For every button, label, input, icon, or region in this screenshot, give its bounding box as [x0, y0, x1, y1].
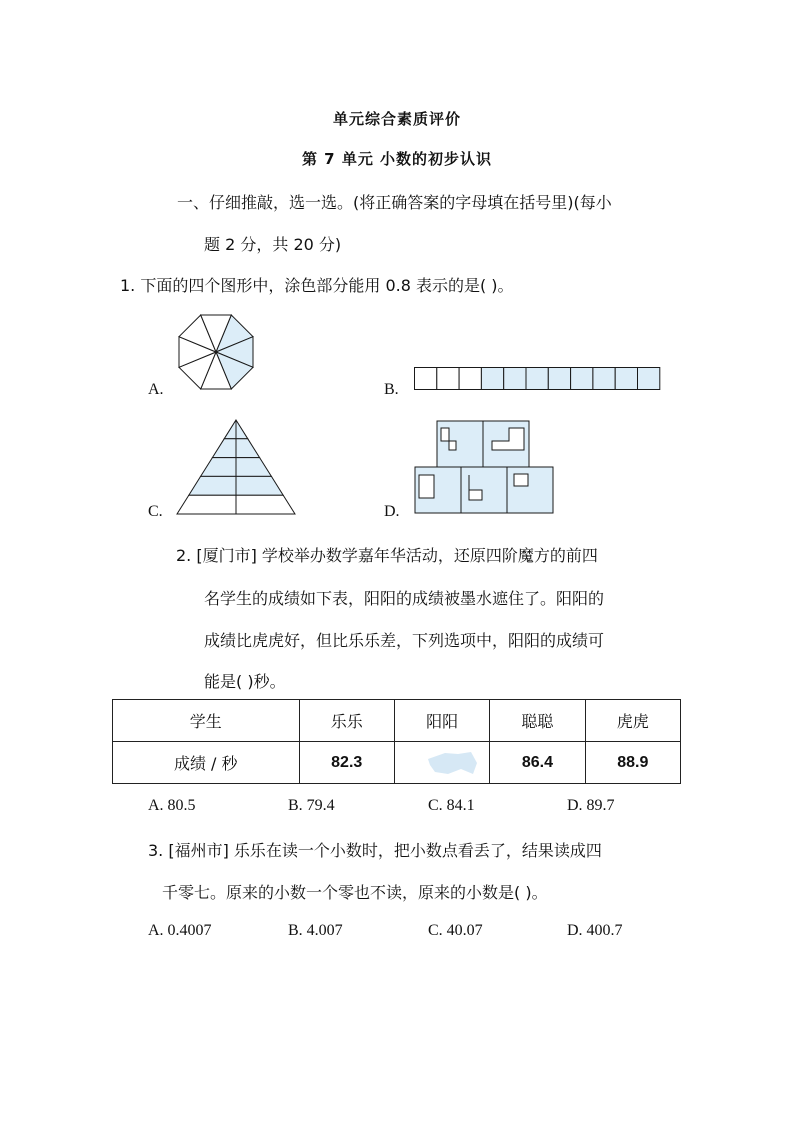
shaded-cell — [593, 368, 615, 390]
blank-notch — [419, 475, 434, 498]
section-heading-line1: 一、仔细推敲，选一选。(将正确答案的字母填在括号里)(每小 — [177, 193, 612, 212]
q2-option-c: C. 84.1 — [428, 797, 475, 814]
table-row — [113, 742, 681, 784]
table-header-cell: 聪聪 — [490, 700, 585, 742]
option-d-label: D. — [384, 503, 400, 520]
shaded-cell — [526, 368, 548, 390]
section-heading-line2: 题 2 分，共 20 分) — [204, 235, 342, 254]
unit-subtitle: 第 7 单元 小数的初步认识 — [301, 150, 493, 168]
question-2-line3: 成绩比虎虎好，但比乐乐差，下列选项中，阳阳的成绩可 — [204, 631, 605, 650]
question-3-line2: 千零七。原来的小数一个零也不读，原来的小数是( )。 — [162, 883, 548, 902]
blank-cell — [437, 368, 459, 390]
option-b-label: B. — [384, 381, 399, 398]
table-header-cell: 阳阳 — [394, 700, 489, 742]
score-congcong: 86.4 — [490, 742, 585, 784]
score-huhu: 88.9 — [585, 742, 680, 784]
blank-cell — [415, 368, 437, 390]
shaded-cell — [504, 368, 526, 390]
blank-notch — [514, 474, 528, 486]
table-header-row — [113, 700, 681, 742]
ink-blot-icon — [425, 750, 481, 776]
page-title: 单元综合素质评价 — [332, 110, 461, 128]
q3-option-d: D. 400.7 — [567, 922, 623, 939]
figure-c-triangle — [176, 419, 296, 515]
table-header-cell: 乐乐 — [299, 700, 394, 742]
shaded-cell — [571, 368, 593, 390]
q2-option-b: B. 79.4 — [288, 797, 335, 814]
shaded-block — [461, 467, 507, 513]
scores-table — [112, 699, 681, 784]
figure-a-octagon — [178, 313, 254, 391]
question-2-line1: 2. [厦门市] 学校举办数学嘉年华活动，还原四阶魔方的前四 — [176, 546, 598, 565]
table-header-cell: 虎虎 — [585, 700, 680, 742]
blank-cell — [459, 368, 481, 390]
question-2-line2: 名学生的成绩如下表，阳阳的成绩被墨水遮住了。阳阳的 — [204, 589, 605, 608]
option-c-label: C. — [148, 503, 163, 520]
question-2-line4: 能是( )秒。 — [204, 672, 286, 691]
table-row-label: 成绩 / 秒 — [113, 742, 300, 784]
score-lele: 82.3 — [299, 742, 394, 784]
shaded-cell — [638, 368, 660, 390]
q3-option-c: C. 40.07 — [428, 922, 483, 939]
score-yangyang-hidden — [394, 742, 489, 784]
figure-b-strip — [414, 367, 662, 391]
q3-option-a: A. 0.4007 — [148, 922, 212, 939]
q2-option-a: A. 80.5 — [148, 797, 196, 814]
figure-d-blocks — [414, 420, 556, 514]
q3-option-b: B. 4.007 — [288, 922, 343, 939]
shaded-cell — [548, 368, 570, 390]
shaded-cell — [615, 368, 637, 390]
question-1-text: 1. 下面的四个图形中，涂色部分能用 0.8 表示的是( )。 — [120, 276, 514, 295]
option-a-label: A. — [148, 381, 164, 398]
table-header-cell: 学生 — [113, 700, 300, 742]
question-3-line1: 3. [福州市] 乐乐在读一个小数时，把小数点看丢了，结果读成四 — [148, 841, 602, 860]
q2-option-d: D. 89.7 — [567, 797, 615, 814]
shaded-cell — [481, 368, 503, 390]
